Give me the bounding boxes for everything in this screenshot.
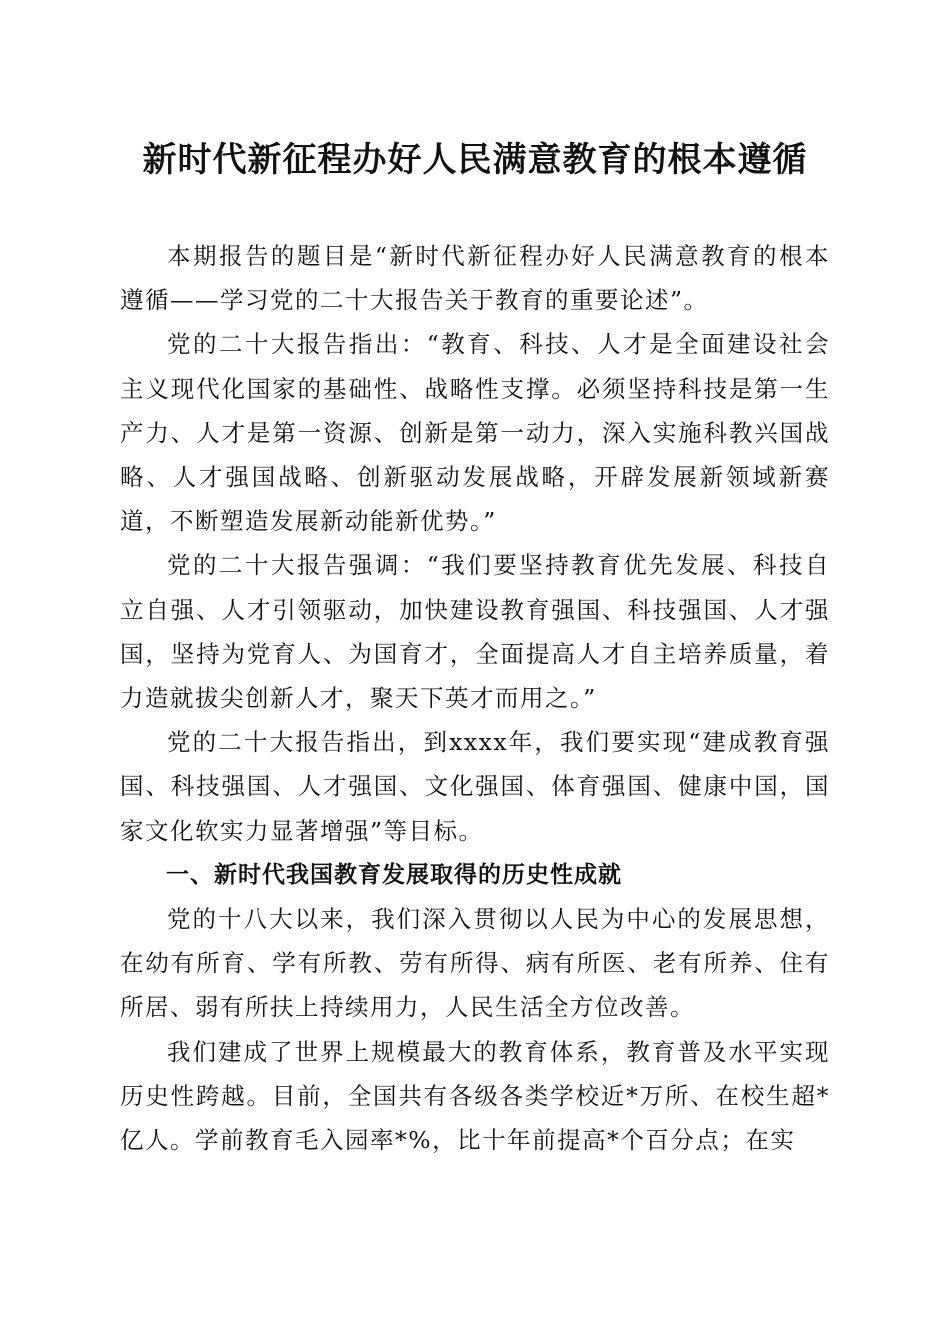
paragraph-section-2: 我们建成了世界上规模最大的教育体系，教育普及水平实现历史性跨越。目前，全国共有各级各类学校近*万所、在校生超*亿人。学前教育毛入园率*%，比十年前提高*个百分点；在实 xyxy=(120,1037,830,1155)
paragraph-report-quote-1: 党的二十大报告指出：“教育、科技、人才是全面建设社会主义现代化国家的基础性、战略性支撑。必须坚持科技是第一生产力、人才是第一资源、创新是第一动力，深入实施科教兴国战略、人才强国战略、创新驱动发展战略，开辟发展新领域新赛道，不断塑造发展新动能新优势。” xyxy=(120,330,830,536)
document-body xyxy=(120,234,830,1162)
paragraph-section-1: 党的十八大以来，我们深入贯彻以人民为中心的发展思想，在幼有所育、学有所教、劳有所得、病有所医、老有所养、住有所居、弱有所扶上持续用力，人民生活全方位改善。 xyxy=(120,905,830,1022)
paragraph-report-topic: 本期报告的题目是“新时代新征程办好人民满意教育的根本遵循——学习党的二十大报告关于教育的重要论述”。 xyxy=(120,242,830,315)
section-heading: 一、新时代我国教育发展取得的历史性成就 xyxy=(166,861,622,888)
document-title: 新时代新征程办好人民满意教育的根本遵循 xyxy=(142,140,808,180)
paragraph-report-goals: 党的二十大报告指出，到xxxx年，我们要实现“建成教育强国、科技强国、人才强国、文化强国、体育强国、健康中国，国家文化软实力显著增强”等目标。 xyxy=(120,728,830,845)
paragraph-report-quote-2: 党的二十大报告强调：“我们要坚持教育优先发展、科技自立自强、人才引领驱动，加快建设教育强国、科技强国、人才强国，坚持为党育人、为国育才，全面提高人才自主培养质量，着力造就拔尖创新人才，聚天下英才而用之。” xyxy=(120,551,830,713)
